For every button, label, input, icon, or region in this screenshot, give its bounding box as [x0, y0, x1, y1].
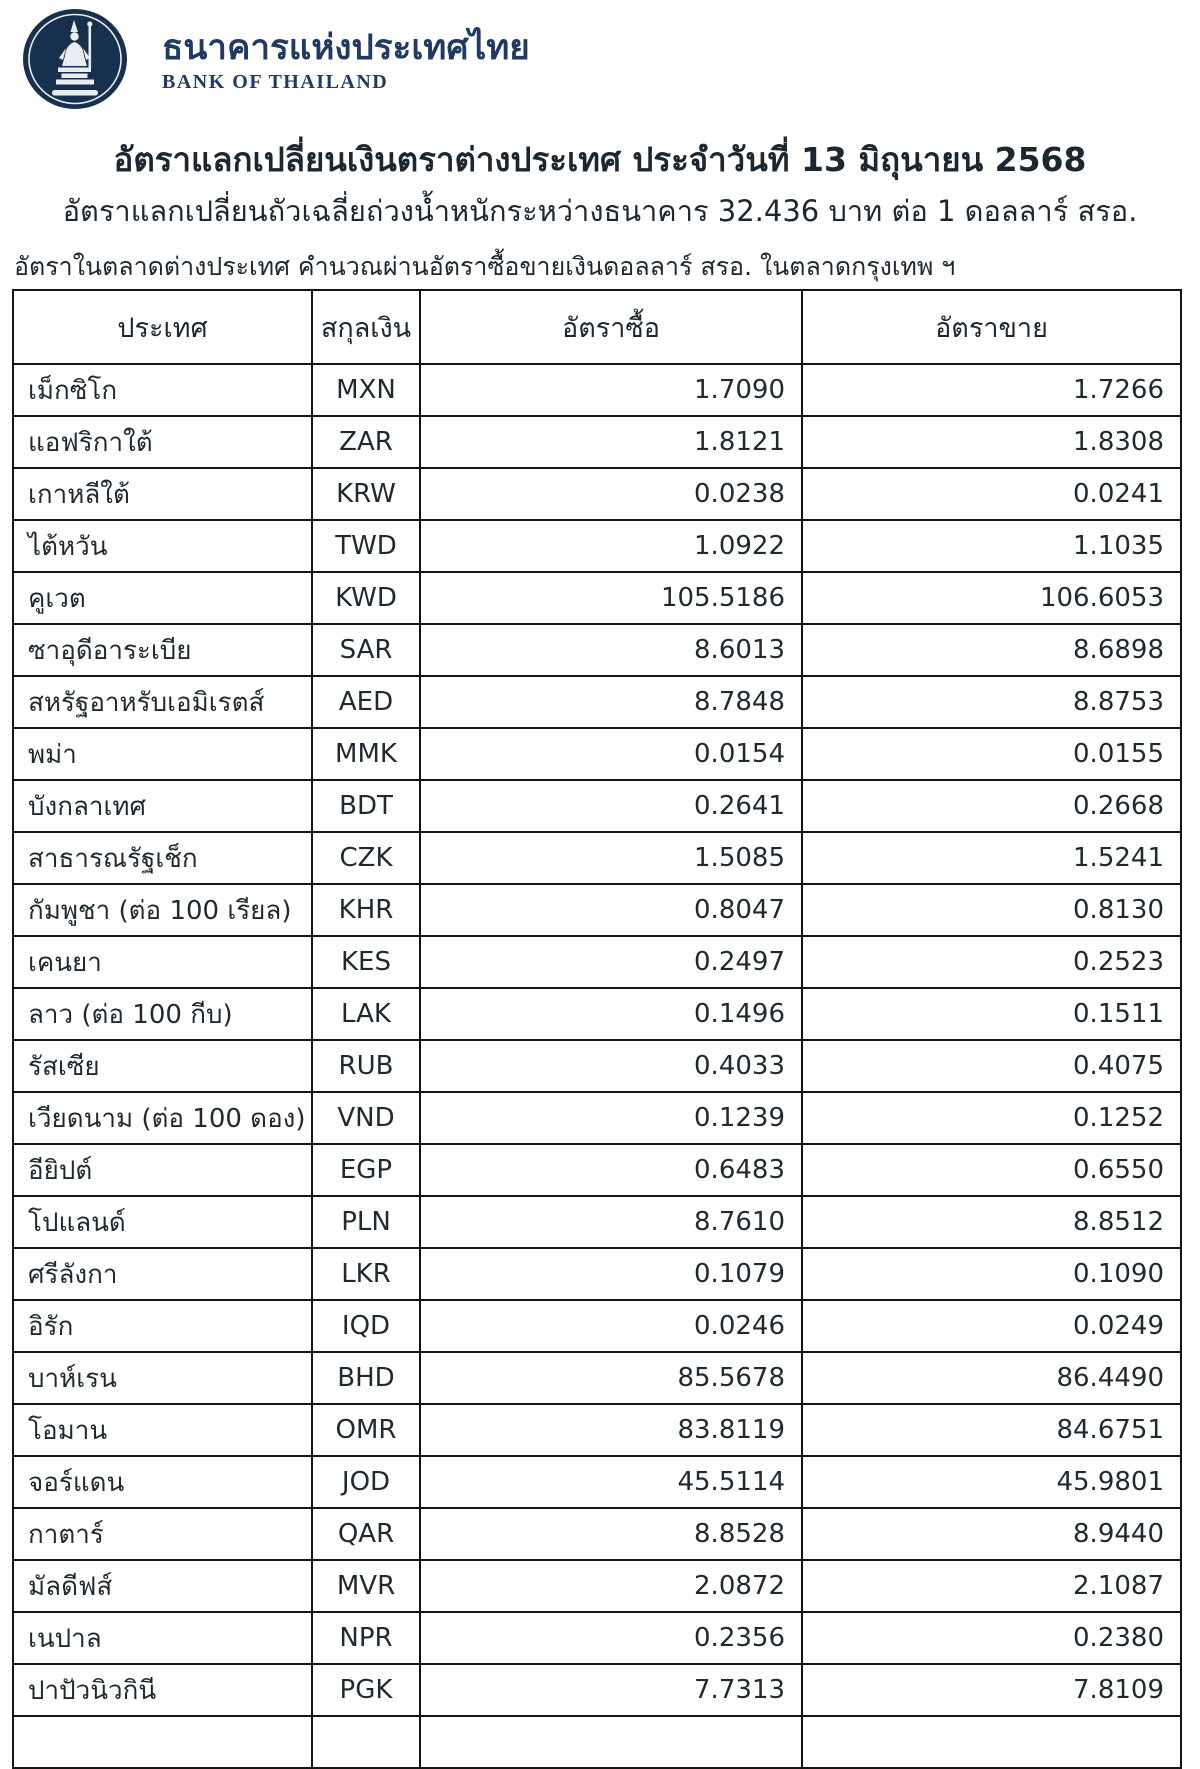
rate-row — [13, 520, 1181, 572]
rate-row — [13, 1716, 1181, 1768]
currency-code-cell: ZAR — [312, 416, 420, 468]
col-header-buy-rate: อัตราซื้อ — [420, 290, 802, 364]
rate-row — [13, 1612, 1181, 1664]
country-cell: กัมพูชา (ต่อ 100 เรียล) — [13, 884, 312, 936]
sell-rate-cell: 1.8308 — [802, 416, 1181, 468]
rate-row — [13, 728, 1181, 780]
sell-rate-cell: 84.6751 — [802, 1404, 1181, 1456]
org-name-english: BANK OF THAILAND — [162, 71, 389, 94]
country-cell: เม็กซิโก — [13, 364, 312, 416]
currency-code-cell: PLN — [312, 1196, 420, 1248]
rate-row — [13, 936, 1181, 988]
currency-code-cell: KES — [312, 936, 420, 988]
sell-rate-cell: 2.1087 — [802, 1560, 1181, 1612]
buy-rate-cell: 0.2497 — [420, 936, 802, 988]
sell-rate-cell: 0.0241 — [802, 468, 1181, 520]
col-header-country: ประเทศ — [13, 290, 312, 364]
rate-row — [13, 416, 1181, 468]
currency-code-cell: KRW — [312, 468, 420, 520]
country-cell: เวียดนาม (ต่อ 100 ดอง) — [13, 1092, 312, 1144]
currency-code-cell: CZK — [312, 832, 420, 884]
country-cell: ปาปัวนิวกินี — [13, 1664, 312, 1716]
buy-rate-cell: 8.7848 — [420, 676, 802, 728]
sell-rate-cell: 8.8512 — [802, 1196, 1181, 1248]
currency-code-cell: PGK — [312, 1664, 420, 1716]
market-note: อัตราในตลาดต่างประเทศ คำนวณผ่านอัตราซื้อขายเงินดอลลาร์ สรอ. ในตลาดกรุงเทพ ฯ — [14, 252, 956, 281]
buy-rate-cell: 83.8119 — [420, 1404, 802, 1456]
country-cell: เนปาล — [13, 1612, 312, 1664]
buy-rate-cell: 1.5085 — [420, 832, 802, 884]
rate-row — [13, 1248, 1181, 1300]
currency-code-cell: KHR — [312, 884, 420, 936]
buy-rate-cell: 0.0238 — [420, 468, 802, 520]
sell-rate-cell: 8.6898 — [802, 624, 1181, 676]
currency-code-cell: AED — [312, 676, 420, 728]
country-cell: รัสเซีย — [13, 1040, 312, 1092]
currency-code-cell: EGP — [312, 1144, 420, 1196]
sell-rate-cell: 1.5241 — [802, 832, 1181, 884]
rate-row — [13, 1508, 1181, 1560]
country-cell: ลาว (ต่อ 100 กีบ) — [13, 988, 312, 1040]
rate-row — [13, 1196, 1181, 1248]
table-header — [13, 290, 1181, 364]
currency-code-cell: LAK — [312, 988, 420, 1040]
sell-rate-cell: 0.0249 — [802, 1300, 1181, 1352]
sell-rate-cell: 45.9801 — [802, 1456, 1181, 1508]
page-title: อัตราแลกเปลี่ยนเงินตราต่างประเทศ ประจำวันที่ 13 มิถุนายน 2568 — [113, 140, 1087, 179]
sell-rate-cell: 0.4075 — [802, 1040, 1181, 1092]
buy-rate-cell: 0.8047 — [420, 884, 802, 936]
sell-rate-cell: 0.8130 — [802, 884, 1181, 936]
buy-rate-cell: 7.7313 — [420, 1664, 802, 1716]
rate-row — [13, 572, 1181, 624]
rate-row — [13, 676, 1181, 728]
sell-rate-cell: 106.6053 — [802, 572, 1181, 624]
sell-rate-cell: 0.1511 — [802, 988, 1181, 1040]
country-cell: เกาหลีใต้ — [13, 468, 312, 520]
currency-code-cell: NPR — [312, 1612, 420, 1664]
buy-rate-cell: 105.5186 — [420, 572, 802, 624]
country-cell: จอร์แดน — [13, 1456, 312, 1508]
rate-row — [13, 1300, 1181, 1352]
currency-code-cell: BHD — [312, 1352, 420, 1404]
buy-rate-cell: 1.7090 — [420, 364, 802, 416]
buy-rate-cell: 85.5678 — [420, 1352, 802, 1404]
exchange-rates-table — [12, 289, 1182, 1769]
bank-of-thailand-emblem-icon — [22, 8, 128, 110]
buy-rate-cell: 0.4033 — [420, 1040, 802, 1092]
brand-header — [22, 8, 530, 110]
buy-rate-cell: 8.7610 — [420, 1196, 802, 1248]
rate-row — [13, 1560, 1181, 1612]
col-header-sell-rate: อัตราขาย — [802, 290, 1181, 364]
rate-row — [13, 884, 1181, 936]
sell-rate-cell: 0.1090 — [802, 1248, 1181, 1300]
rate-row — [13, 1352, 1181, 1404]
rates-table-body — [13, 364, 1181, 1768]
country-cell: สหรัฐอาหรับเอมิเรตส์ — [13, 676, 312, 728]
country-cell: มัลดีฟส์ — [13, 1560, 312, 1612]
rate-row — [13, 988, 1181, 1040]
sell-rate-cell: 0.2668 — [802, 780, 1181, 832]
rate-row — [13, 1664, 1181, 1716]
currency-code-cell: TWD — [312, 520, 420, 572]
buy-rate-cell — [420, 1716, 802, 1768]
sell-rate-cell: 0.0155 — [802, 728, 1181, 780]
buy-rate-cell: 8.8528 — [420, 1508, 802, 1560]
country-cell: ไต้หวัน — [13, 520, 312, 572]
country-cell: โอมาน — [13, 1404, 312, 1456]
country-cell: อิรัก — [13, 1300, 312, 1352]
rate-row — [13, 780, 1181, 832]
buy-rate-cell: 0.1239 — [420, 1092, 802, 1144]
brand-names — [162, 28, 530, 94]
country-cell: สาธารณรัฐเช็ก — [13, 832, 312, 884]
currency-code-cell: MXN — [312, 364, 420, 416]
sell-rate-cell: 0.6550 — [802, 1144, 1181, 1196]
buy-rate-cell: 1.0922 — [420, 520, 802, 572]
currency-code-cell — [312, 1716, 420, 1768]
currency-code-cell: RUB — [312, 1040, 420, 1092]
buy-rate-cell: 0.0154 — [420, 728, 802, 780]
country-cell: แอฟริกาใต้ — [13, 416, 312, 468]
currency-code-cell: OMR — [312, 1404, 420, 1456]
buy-rate-cell: 0.0246 — [420, 1300, 802, 1352]
rate-row — [13, 364, 1181, 416]
country-cell — [13, 1716, 312, 1768]
sell-rate-cell — [802, 1716, 1181, 1768]
rate-row — [13, 1092, 1181, 1144]
sell-rate-cell: 8.9440 — [802, 1508, 1181, 1560]
country-cell: ซาอุดีอาระเบีย — [13, 624, 312, 676]
buy-rate-cell: 45.5114 — [420, 1456, 802, 1508]
country-cell: คูเวต — [13, 572, 312, 624]
currency-code-cell: BDT — [312, 780, 420, 832]
buy-rate-cell: 0.1496 — [420, 988, 802, 1040]
buy-rate-cell: 1.8121 — [420, 416, 802, 468]
buy-rate-cell: 0.6483 — [420, 1144, 802, 1196]
rate-row — [13, 1144, 1181, 1196]
page-subtitle: อัตราแลกเปลี่ยนถัวเฉลี่ยถ่วงน้ำหนักระหว่างธนาคาร 32.436 บาท ต่อ 1 ดอลลาร์ สรอ. — [62, 194, 1138, 228]
currency-code-cell: MMK — [312, 728, 420, 780]
rate-row — [13, 624, 1181, 676]
buy-rate-cell: 8.6013 — [420, 624, 802, 676]
header-row — [13, 290, 1181, 364]
country-cell: บังกลาเทศ — [13, 780, 312, 832]
rate-row — [13, 1456, 1181, 1508]
country-cell: โปแลนด์ — [13, 1196, 312, 1248]
currency-code-cell: IQD — [312, 1300, 420, 1352]
country-cell: กาตาร์ — [13, 1508, 312, 1560]
rate-row — [13, 832, 1181, 884]
rate-row — [13, 1040, 1181, 1092]
sell-rate-cell: 0.2380 — [802, 1612, 1181, 1664]
sell-rate-cell: 0.1252 — [802, 1092, 1181, 1144]
sell-rate-cell: 86.4490 — [802, 1352, 1181, 1404]
country-cell: บาห์เรน — [13, 1352, 312, 1404]
country-cell: อียิปต์ — [13, 1144, 312, 1196]
currency-code-cell: KWD — [312, 572, 420, 624]
country-cell: ศรีลังกา — [13, 1248, 312, 1300]
buy-rate-cell: 0.2356 — [420, 1612, 802, 1664]
rate-row — [13, 468, 1181, 520]
sell-rate-cell: 7.8109 — [802, 1664, 1181, 1716]
buy-rate-cell: 0.2641 — [420, 780, 802, 832]
currency-code-cell: SAR — [312, 624, 420, 676]
rate-row — [13, 1404, 1181, 1456]
currency-code-cell: VND — [312, 1092, 420, 1144]
country-cell: เคนยา — [13, 936, 312, 988]
sell-rate-cell: 1.7266 — [802, 364, 1181, 416]
sell-rate-cell: 8.8753 — [802, 676, 1181, 728]
currency-code-cell: LKR — [312, 1248, 420, 1300]
buy-rate-cell: 2.0872 — [420, 1560, 802, 1612]
buy-rate-cell: 0.1079 — [420, 1248, 802, 1300]
col-header-currency: สกุลเงิน — [312, 290, 420, 364]
sell-rate-cell: 0.2523 — [802, 936, 1181, 988]
sell-rate-cell: 1.1035 — [802, 520, 1181, 572]
currency-code-cell: JOD — [312, 1456, 420, 1508]
currency-code-cell: MVR — [312, 1560, 420, 1612]
country-cell: พม่า — [13, 728, 312, 780]
org-name-thai: ธนาคารแห่งประเทศไทย — [162, 28, 530, 68]
currency-code-cell: QAR — [312, 1508, 420, 1560]
